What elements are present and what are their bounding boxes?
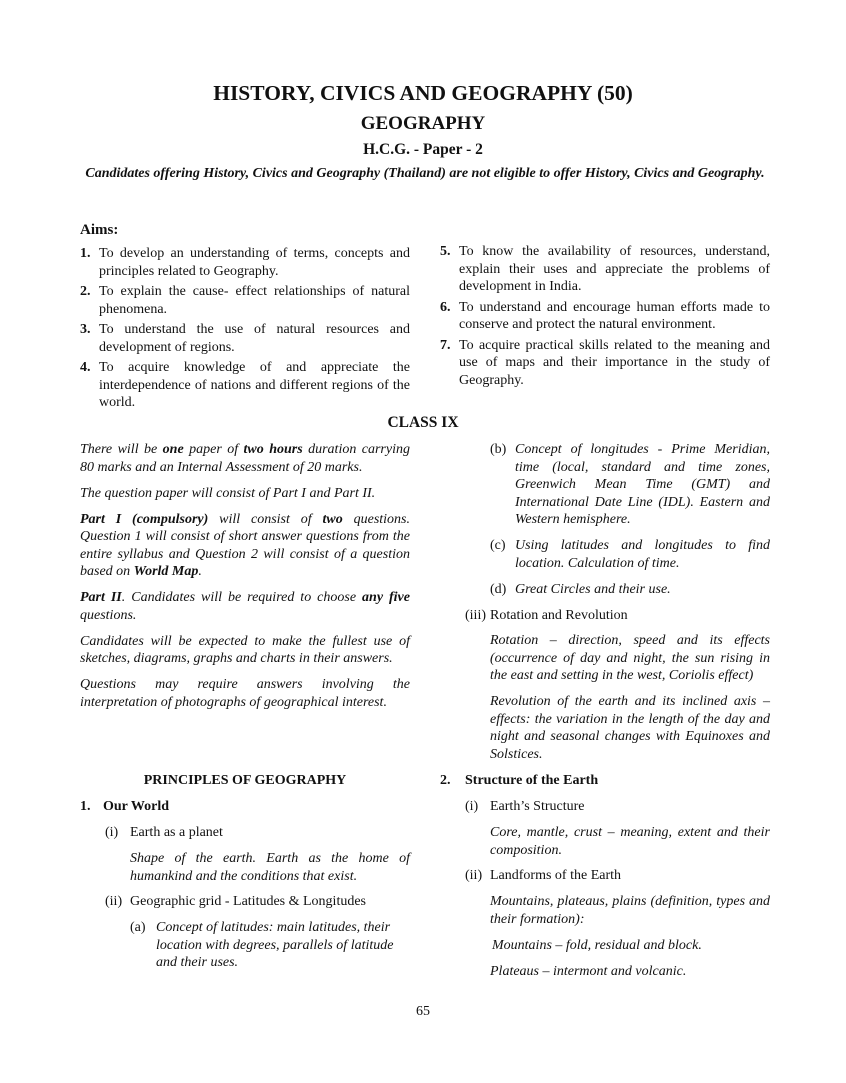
principles-heading: PRINCIPLES OF GEOGRAPHY	[143, 773, 347, 788]
aim-item: 6. To understand and encourage human efforts made to conserve and protect the natural environment.	[440, 299, 770, 332]
subtopic-description: Plateaus – intermont and volcanic.	[490, 964, 687, 979]
item-label: (b)	[490, 442, 507, 457]
subtopic-label: (ii)	[105, 894, 123, 909]
subtopic-description: Mountains – fold, residual and block.	[492, 938, 702, 953]
aims-heading: Aims:	[80, 222, 119, 238]
subtopic-title: Rotation and Revolution	[490, 608, 628, 623]
item-text: Concept of longitudes - Prime Meridian, time (local, standard and time zones, Greenwich Mean Time (GMT) and International Date Line (IDL). Eastern and Western hemisphere.	[515, 442, 770, 527]
intro-left-column	[80, 441, 410, 720]
subtopic-description: Shape of the earth. Earth as the home of humankind and the conditions that exist.	[130, 851, 410, 884]
item-text: Using latitudes and longitudes to find location. Calculation of time.	[515, 538, 770, 571]
item-label: (a)	[130, 920, 146, 935]
item-text: Great Circles and their use.	[515, 582, 671, 597]
subtopic-title: Landforms of the Earth	[490, 868, 622, 883]
subtopic-description: Rotation – direction, speed and its effects (occurrence of day and night, the sun rising in the east and setting in the west, Coriolis effect)	[490, 633, 770, 683]
intro-paragraph: The question paper will consist of Part I and Part II.	[80, 485, 376, 501]
item-text: Concept of latitudes: main latitudes, their location with degrees, parallels of latitude and their uses.	[156, 920, 394, 970]
intro-paragraph: There will be one paper of two hours duration carrying 80 marks and an Internal Assessment of 20 marks.	[80, 442, 410, 475]
intro-paragraph: Candidates will be expected to make the fullest use of sketches, diagrams, graphs and charts in their answers.	[80, 633, 410, 666]
intro-paragraph: Part I (compulsory) will consist of two questions. Question 1 will consist of short answer questions from the entire syllabus and Question 2 will consist of a question based on World Map.	[80, 511, 410, 579]
subtopic-description: Core, mantle, crust – meaning, extent and their composition.	[490, 825, 770, 858]
topic-1-title: Our World	[103, 799, 170, 814]
document-subtitle: GEOGRAPHY	[360, 113, 486, 134]
topic-2-title: Structure of the Earth	[465, 773, 599, 788]
aim-item: 3. To understand the use of natural resources and development of regions.	[80, 322, 410, 355]
document-title: HISTORY, CIVICS AND GEOGRAPHY (50)	[213, 81, 633, 105]
item-label: (c)	[490, 538, 506, 553]
subtopic-title: Geographic grid - Latitudes & Longitudes	[130, 894, 366, 909]
aim-item: 4. To acquire knowledge of and appreciate the interdependence of nations and different regions of the world.	[80, 360, 410, 410]
intro-paragraph: Questions may require answers involving the interpretation of photographs of geographical interest.	[80, 677, 410, 710]
aims-list-right	[440, 243, 770, 392]
intro-paragraph: Part II. Candidates will be required to choose any five questions.	[80, 590, 410, 623]
subtopic-title: Earth as a planet	[130, 825, 223, 840]
aim-item: 1. To develop an understanding of terms, concepts and principles related to Geography.	[80, 246, 410, 279]
subtopic-label: (i)	[465, 799, 479, 814]
aims-list-left	[80, 245, 410, 415]
subtopic-description: Revolution of the earth and its inclined axis – effects: the variation in the length of the day and night and seasonal changes with Equinoxes and Solstices.	[490, 694, 770, 762]
topic-2-number: 2.	[440, 773, 451, 788]
class-ix-heading: CLASS IX	[387, 414, 459, 431]
subtopic-label: (iii)	[465, 608, 486, 623]
page-number: 65	[416, 1004, 430, 1019]
aim-item: 2. To explain the cause- effect relationships of natural phenomena.	[80, 284, 410, 317]
paper-label: H.C.G. - Paper - 2	[363, 141, 483, 158]
topic-1-number: 1.	[80, 799, 91, 814]
subtopic-title: Earth’s Structure	[490, 799, 585, 814]
subtopic-label: (ii)	[465, 868, 483, 883]
item-label: (d)	[490, 582, 507, 597]
subtopic-label: (i)	[105, 825, 119, 840]
aim-item: 5. To know the availability of resources, understand, explain their uses and appreciate the problems of development in India.	[440, 244, 770, 294]
subtopic-description: Mountains, plateaus, plains (definition, types and their formation):	[490, 894, 770, 927]
aim-item: 7. To acquire practical skills related to the meaning and use of maps and their importance in the study of Geography.	[440, 337, 770, 388]
eligibility-notice: Candidates offering History, Civics and Geography (Thailand) are not eligible to offer History, Civics and Geography.	[85, 166, 765, 181]
